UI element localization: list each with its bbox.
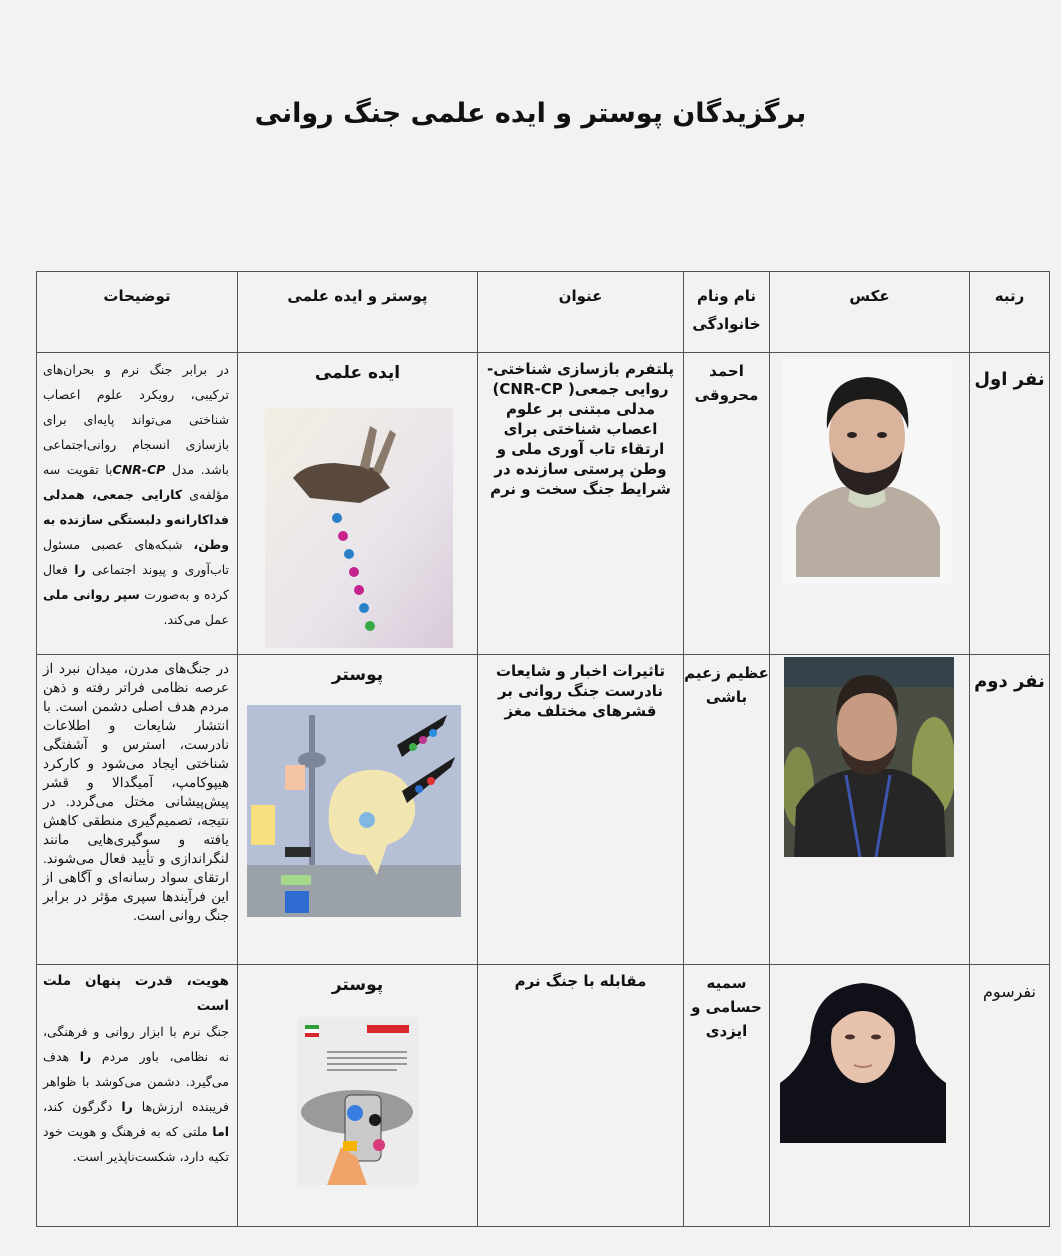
title-cell: پلتفرم بازسازی شناختی- روایی جمعی( CNR-CP) مدلی مبتنی بر علوم اعصاب شناختی برای ارتقاء تاب آوری ملی و وطن پرستی سازنده در شرایط جنگ سخت و نرم (478, 353, 684, 655)
header-rank: رتبه (970, 272, 1050, 353)
name-cell: عظیم زعیم باشی (684, 655, 770, 965)
name-cell: سمیه حسامی و ایزدی (684, 965, 770, 1227)
description-cell: هویت، قدرت پنهان ملت است جنگ نرم با ابزار روانی و فرهنگی، نه نظامی، باور مردم را هدف می‌گیرد. دشمن می‌کوشد با ظواهر فریبنده ارزش‌ها را دگرگون کند، اما ملتی که به فرهنگ و هویت خود تکیه دارد، شکست‌ناپذیر است. (37, 965, 238, 1227)
poster-cell (238, 353, 478, 655)
phone-social-media-poster-image-icon (297, 1017, 419, 1185)
rank-cell: نفر اول (970, 353, 1050, 655)
table-header-row (37, 272, 1050, 353)
drone-dropping-bombs-image-icon (265, 408, 453, 648)
header-description: توضیحات (37, 272, 238, 353)
title-cell: مقابله با جنگ نرم (478, 965, 684, 1227)
description-heading: هویت، قدرت پنهان ملت است (43, 973, 229, 1014)
header-poster: پوستر و ایده علمی (238, 272, 478, 353)
description-cell: در برابر جنگ نرم و بحران‌های ترکیبی، رویکرد علوم اعصاب شناختی می‌تواند پایه‌ای برای بازسازی انسجام روانی‌اجتماعی باشد. مدل CNR-CPبا تقویت سه مؤلفه‌ی کارایی جمعی، همدلی فداکارانه‌و دلبستگی سازنده به وطن، شبکه‌های عصبی مسئول تاب‌آوری و پیوند اجتماعی را فعال کرده و به‌صورت سپر روانی ملی عمل می‌کند. (37, 353, 238, 655)
poster-label: پوستر (331, 665, 384, 685)
photo-cell (770, 353, 970, 655)
title-cell: تاثیرات اخبار و شایعات نادرست جنگ روانی بر قشرهای مختلف مغز (478, 655, 684, 965)
name-cell: احمد محروقی (684, 353, 770, 655)
winners-table (36, 271, 1050, 1227)
portrait-photo-man-lanyard-icon (784, 657, 954, 857)
poster-cell (238, 965, 478, 1227)
table-row (37, 965, 1050, 1227)
brain-missiles-poster-image-icon (247, 705, 461, 917)
rank-cell: نفرسوم (970, 965, 1050, 1227)
table-row (37, 655, 1050, 965)
header-name: نام ونام خانوادگی (684, 272, 770, 353)
poster-label: پوستر (331, 975, 384, 995)
table-row (37, 353, 1050, 655)
rank-cell: نفر دوم (970, 655, 1050, 965)
page-title: برگزیدگان پوستر و ایده علمی جنگ روانی (254, 98, 807, 129)
photo-cell (770, 965, 970, 1227)
header-title: عنوان (478, 272, 684, 353)
portrait-photo-man-icon (782, 359, 952, 583)
model-name: CNR-CP (112, 462, 166, 477)
poster-label: ایده علمی (314, 363, 401, 383)
photo-cell (770, 655, 970, 965)
poster-cell (238, 655, 478, 965)
portrait-photo-woman-hijab-icon (780, 973, 946, 1143)
description-cell: در جنگ‌های مدرن، میدان نبرد از عرصه نظامی فراتر رفته و ذهن مردم هدف اصلی دشمن است. با انتشار شایعات و اطلاعات نادرست، استرس و آشفتگی شناختی ایجاد می‌شود و کارکرد هیپوکامپ، آمیگدالا و قشر پیش‌پیشانی مختل می‌گردد. در نتیجه، تصمیم‌گیری منطقی کاهش یافته و سوگیری‌هایی مانند لنگراندازی و تأیید فعال می‌شوند. ارتقای سواد رسانه‌ای و آگاهی از این فرآیندها سپری مؤثر در برابر جنگ روانی است. (37, 655, 238, 965)
header-photo: عکس (770, 272, 970, 353)
